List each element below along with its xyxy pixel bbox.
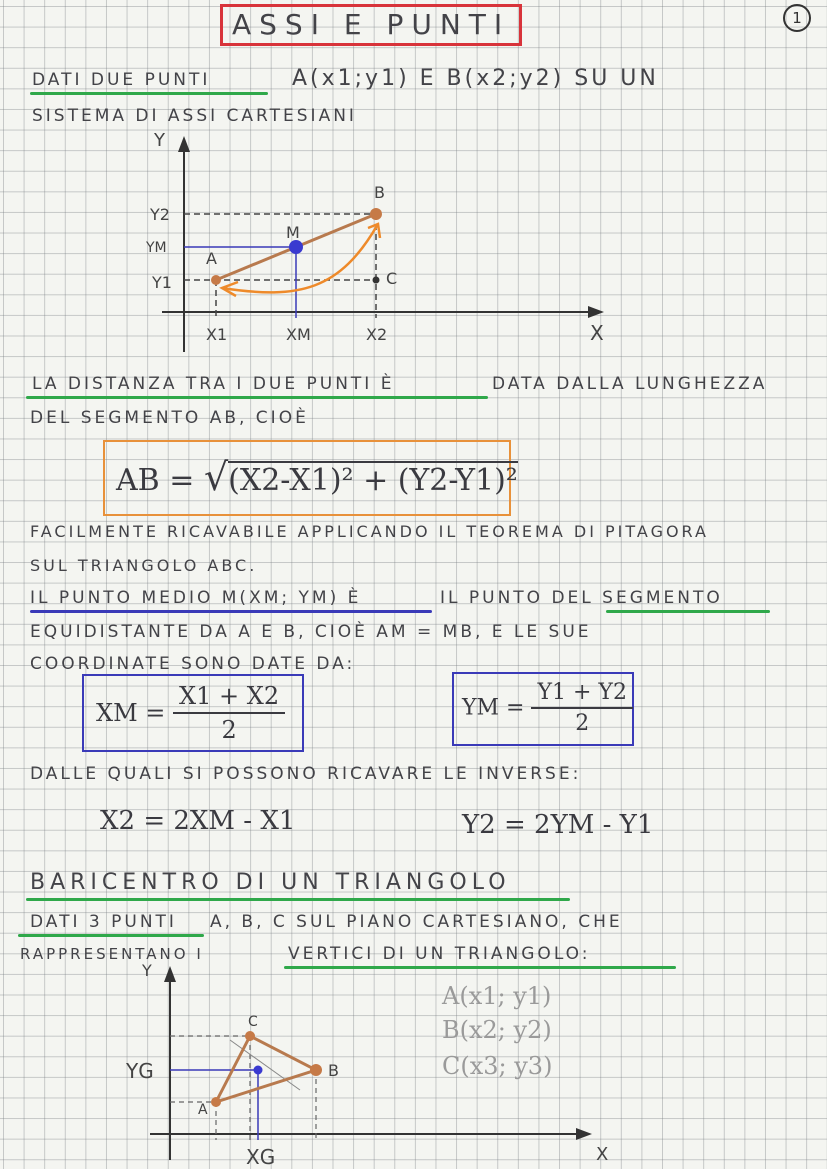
- triangle-abc: [216, 1036, 316, 1102]
- xm-den: 2: [221, 716, 237, 744]
- coord-b: B(x2; y2): [442, 1016, 552, 1044]
- intro-line2: SISTEMA DI ASSI CARTESIANI: [32, 106, 357, 126]
- distance-formula-lhs: AB =: [116, 463, 195, 498]
- vertex-c: [245, 1031, 255, 1041]
- midpoint-line2: EQUIDISTANTE DA A E B, CIOÈ AM = MB, E LE SUE: [30, 622, 592, 642]
- label-xm: XM: [286, 325, 311, 344]
- vertex-b: [310, 1064, 322, 1076]
- distance-formula-rhs: (X2-X1)² + (Y2-Y1)²: [228, 463, 518, 498]
- label2-yg: YG: [126, 1059, 154, 1083]
- graph1-y-label: Y: [154, 130, 165, 151]
- ym-den: 2: [575, 711, 590, 736]
- inverse-line: DALLE QUALI SI POSSONO RICAVARE LE INVERSE:: [30, 764, 582, 784]
- distance-line2: DEL SEGMENTO AB, CIOÈ: [30, 408, 309, 428]
- graph2-y-arrow: [164, 966, 176, 982]
- label-y2: Y2: [150, 205, 170, 224]
- label-x2: X2: [366, 325, 388, 344]
- barycenter-title: BARICENTRO DI UN TRIANGOLO: [30, 870, 511, 895]
- label2-c: C: [248, 1014, 258, 1030]
- distance-lead: LA DISTANZA TRA I DUE PUNTI È: [32, 374, 395, 394]
- label2-a: A: [198, 1102, 208, 1118]
- page-number: 1: [783, 4, 811, 32]
- ym-num: Y1 + Y2: [531, 680, 632, 709]
- inverse-x2: X2 = 2XM - X1: [100, 806, 296, 836]
- distance-formula: AB = √(X2-X1)² + (Y2-Y1)²: [116, 455, 518, 499]
- graph2-y-label: Y: [142, 961, 152, 980]
- graph1-x-label: X: [590, 321, 604, 345]
- barycenter-lead: DATI 3 PUNTI: [30, 912, 177, 932]
- pythagoras-line2: SUL TRIANGOLO ABC.: [30, 556, 258, 575]
- barycenter-point: [254, 1066, 263, 1075]
- label-ym: YM: [146, 240, 167, 256]
- inverse-y2: Y2 = 2YM - Y1: [462, 810, 654, 840]
- intro-label: DATI DUE PUNTI: [32, 70, 211, 90]
- graph2-x-label: X: [596, 1144, 609, 1165]
- label-a: A: [206, 249, 217, 268]
- coord-c: C(x3; y3): [442, 1052, 553, 1080]
- midpoint-lead: IL PUNTO MEDIO M(XM; YM) È: [30, 588, 362, 608]
- xm-lhs: XM =: [96, 699, 166, 727]
- label-x1: X1: [206, 325, 228, 344]
- intro-points: A(x1;y1) E B(x2;y2) SU UN: [292, 66, 659, 91]
- ym-lhs: YM =: [462, 695, 525, 721]
- midpoint-line3: COORDINATE SONO DATE DA:: [30, 654, 356, 674]
- label2-xg: XG: [246, 1145, 276, 1169]
- midpoint-rest: IL PUNTO DEL SEGMENTO: [440, 588, 723, 608]
- vertex-a: [211, 1097, 221, 1107]
- label2-b: B: [328, 1061, 339, 1080]
- barycenter-line2a: RAPPRESENTANO I: [20, 945, 204, 963]
- barycenter-rest: A, B, C SUL PIANO CARTESIANO, CHE: [210, 912, 623, 932]
- label-c: C: [386, 269, 398, 288]
- graph2-x-arrow: [576, 1128, 592, 1140]
- xm-num: X1 + X2: [173, 682, 285, 714]
- distance-rest: DATA DALLA LUNGHEZZA: [492, 374, 768, 394]
- label-y1: Y1: [152, 273, 172, 292]
- coord-a: A(x1; y1): [442, 982, 552, 1010]
- label-b: B: [374, 183, 385, 202]
- barycenter-line2b: VERTICI DI UN TRIANGOLO:: [288, 944, 591, 964]
- page-title: ASSI E PUNTI: [232, 8, 511, 41]
- label-m: M: [286, 223, 300, 242]
- pythagoras-line1: FACILMENTE RICAVABILE APPLICANDO IL TEOREMA DI PITAGORA: [30, 522, 709, 541]
